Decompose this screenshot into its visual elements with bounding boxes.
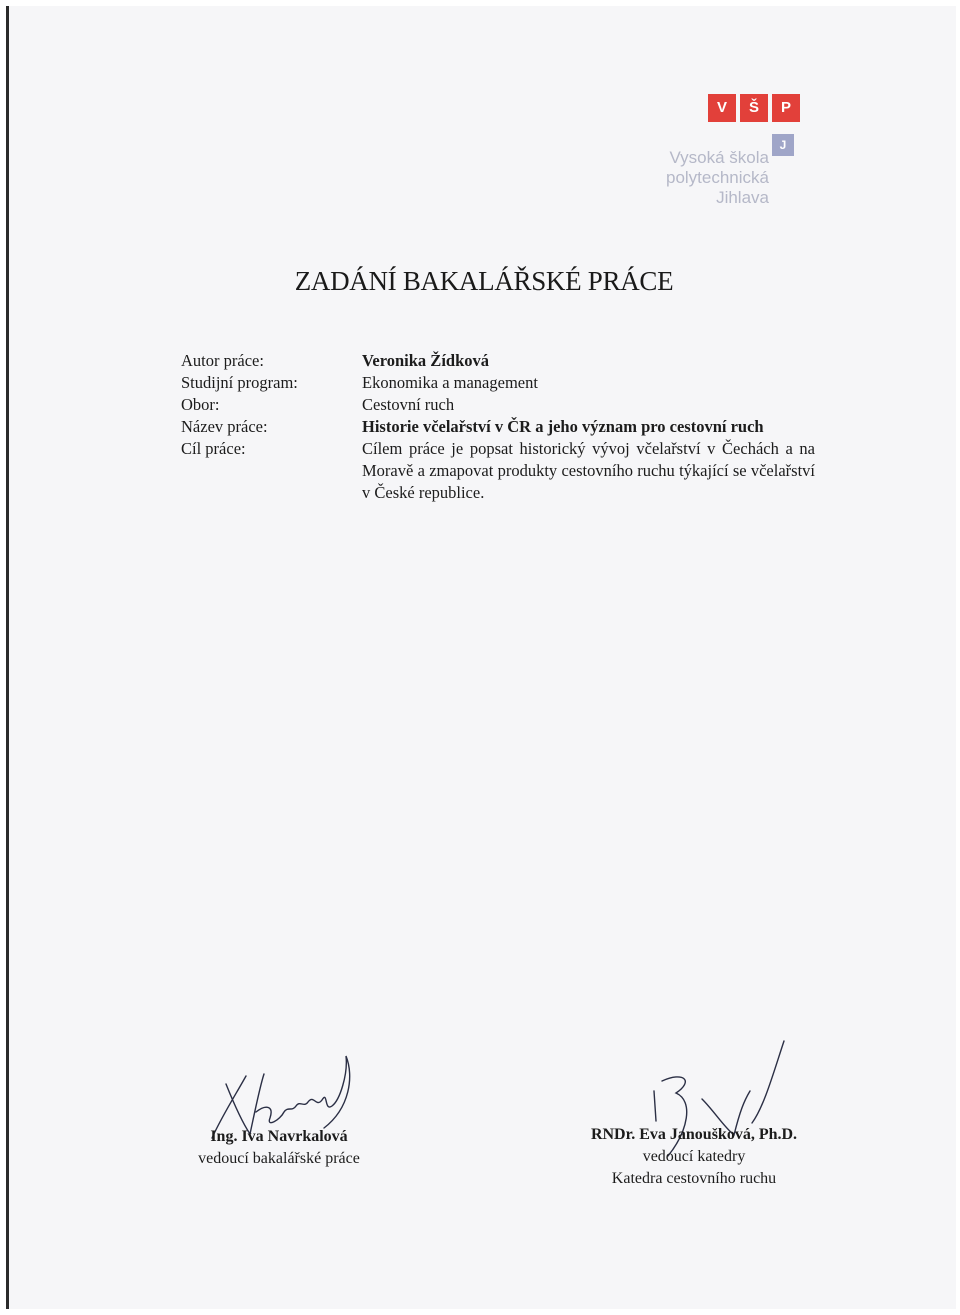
supervisor-name: Ing. Iva Navrkalová bbox=[210, 1128, 348, 1145]
logo-text-line-2: polytechnická bbox=[665, 168, 769, 187]
head-department: Katedra cestovního ruchu bbox=[611, 1170, 777, 1187]
supervisor-block bbox=[159, 1126, 399, 1170]
program-value: Ekonomika a management bbox=[362, 373, 538, 392]
logo-box-p: P bbox=[772, 94, 800, 122]
logo-box-j: J bbox=[772, 134, 794, 156]
logo-text bbox=[666, 148, 769, 208]
field-label: Obor: bbox=[181, 395, 220, 414]
author-label: Autor práce: bbox=[181, 351, 264, 370]
logo-text-line-1: Vysoká škola bbox=[669, 148, 769, 167]
logo-box-s: Š bbox=[740, 94, 768, 122]
thesis-title-value: Historie včelařství v ČR a jeho význam pro cestovní ruch bbox=[362, 417, 764, 436]
thesis-title-label: Název práce: bbox=[181, 417, 268, 436]
field-values bbox=[362, 350, 815, 504]
logo-box-v: V bbox=[708, 94, 736, 122]
supervisor-role: vedoucí bakalářské práce bbox=[198, 1150, 360, 1167]
document-page bbox=[6, 6, 956, 1309]
program-label: Studijní program: bbox=[181, 373, 298, 392]
goal-value: Cílem práce je popsat historický vývoj včelařství v Čechách a na Moravě a zmapovat produkty cestovního ruchu týkající se včelařství v České republice. bbox=[362, 439, 815, 502]
head-role: vedoucí katedry bbox=[642, 1148, 746, 1165]
document-title: ZADÁNÍ BAKALÁŘSKÉ PRÁCE bbox=[294, 266, 674, 296]
field-value: Cestovní ruch bbox=[362, 395, 455, 414]
school-logo bbox=[649, 94, 819, 224]
goal-label: Cíl práce: bbox=[181, 439, 246, 458]
logo-text-line-3: Jihlava bbox=[716, 188, 769, 207]
head-name: RNDr. Eva Janoušková, Ph.D. bbox=[590, 1126, 798, 1143]
author-value: Veronika Žídková bbox=[362, 351, 490, 370]
head-block bbox=[569, 1124, 819, 1190]
field-labels bbox=[181, 350, 298, 460]
